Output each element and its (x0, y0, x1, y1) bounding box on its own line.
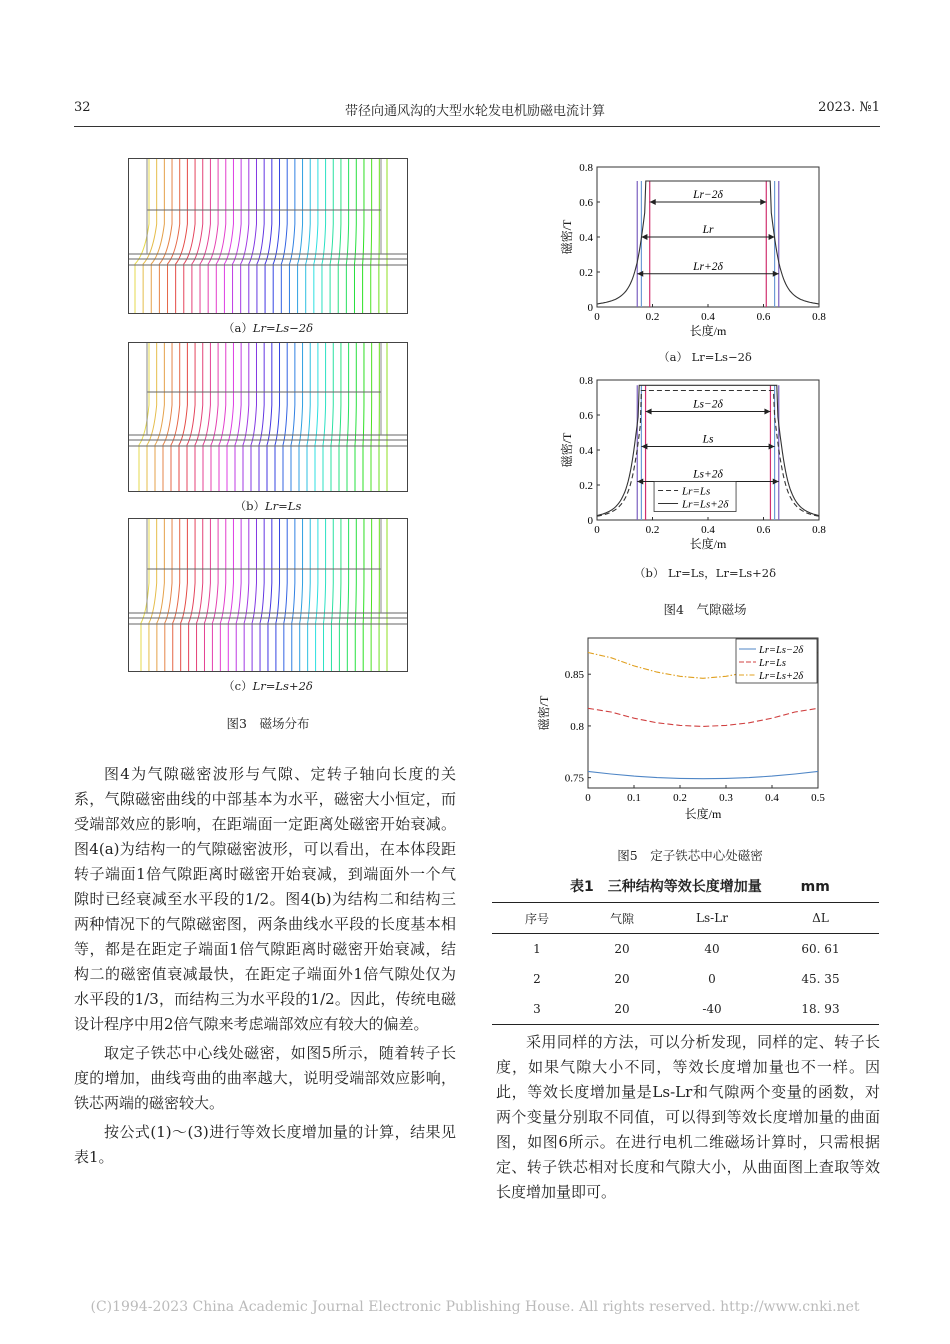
field-line (151, 159, 164, 313)
body-right-paragraph-1: 采用同样的方法，可以分析发现，同样的定、转子长度，如果气隙大小不同，等效长度增加量也不一样。因此，等效长度增加量是Ls-Lr和气隙两个变量的函数，对两个变量分别取不同值，可以得到等效长度增加量的曲面图，如图6所示。在进行电机二维磁场计算时，只需根据定、转子铁芯相对长度和气隙大小，从曲面图上查取等效长度增加量即可。 (496, 1033, 880, 1201)
x-tick-label: 0 (585, 792, 591, 804)
dimension-arrow (641, 444, 647, 450)
fig3b-field-plot (128, 342, 408, 492)
field-line (268, 519, 272, 671)
series-line (588, 771, 818, 778)
field-line (363, 519, 364, 671)
table-cell: -40 (702, 1002, 722, 1016)
fig3c-caption-label: （c） (223, 679, 253, 693)
table-cell: 40 (704, 942, 720, 956)
body-left-paragraph-2: 取定子铁芯中心线处磁密，如图5所示，随着转子长度的增加，曲线弯曲的曲率越大，说明受端部效应影响，铁芯两端的磁密较大。 (74, 1044, 456, 1112)
x-axis-label: 长度/m (684, 807, 722, 821)
body-left-paragraph-3: 按公式(1)～(3)进行等效长度增加量的计算，结果见表1。 (74, 1123, 456, 1166)
dimension-arrow (764, 409, 770, 415)
dimension-arrow (650, 199, 656, 205)
table-header-cell: ΔL (812, 911, 829, 925)
y-tick-label: 0.2 (579, 480, 593, 492)
dimension-label: Ls+2δ (693, 468, 723, 481)
field-line (181, 519, 188, 671)
table-row (492, 934, 879, 965)
table-row (492, 964, 879, 994)
field-line (355, 343, 356, 491)
table-row (492, 994, 879, 1025)
field-line (267, 343, 272, 491)
field-line (273, 159, 279, 313)
field-line (141, 519, 149, 671)
fig3a-field-plot (128, 158, 408, 314)
y-axis-label: 磁密/T (560, 219, 574, 255)
field-line (173, 519, 180, 671)
field-line (307, 343, 310, 491)
field-line (220, 519, 225, 671)
table-cell: 1 (533, 942, 541, 956)
y-tick-label: 0.8 (579, 375, 593, 387)
table1 (492, 902, 879, 1025)
field-line (300, 519, 303, 671)
fig4b-caption: （b） Lr=Ls，Lr=Ls+2δ (633, 566, 776, 580)
field-line (143, 159, 157, 313)
x-tick-label: 0.2 (673, 792, 687, 804)
field-line (204, 519, 210, 671)
field-line (322, 159, 326, 313)
field-line (265, 159, 272, 313)
dimension-label: Ls (702, 433, 714, 446)
field-line (165, 519, 172, 671)
field-line (347, 519, 348, 671)
x-tick-label: 0.4 (701, 524, 715, 536)
x-tick-label: 0.2 (645, 311, 660, 323)
header-rule (74, 126, 880, 127)
dimension-label: Lr−2δ (693, 189, 723, 201)
x-axis-label: 长度/m (689, 324, 727, 338)
field-line (338, 159, 341, 313)
legend-label: Lr=Ls−2δ (759, 645, 804, 656)
issue-number: 2023. №1 (818, 100, 880, 115)
table-header-cell: Ls-Lr (696, 911, 728, 925)
field-line (331, 519, 333, 671)
field-line (189, 519, 195, 671)
dimension-arrow (646, 409, 652, 415)
x-tick-label: 0.1 (627, 792, 641, 804)
x-tick-label: 0.5 (811, 792, 825, 804)
dimension-arrow (637, 271, 643, 277)
table-cell: 60. 61 (801, 942, 840, 956)
field-line (298, 159, 303, 313)
journal-running-title: 带径向通风沟的大型水轮发电机励磁电流计算 (344, 104, 605, 119)
x-tick-label: 0.8 (812, 524, 826, 536)
x-axis-label: 长度/m (689, 537, 727, 551)
table-header-cell: 气隙 (609, 911, 634, 926)
table-header-row (492, 903, 879, 934)
field-line (203, 343, 210, 491)
y-tick-label: 0 (587, 515, 593, 527)
table-cell: 3 (533, 1002, 541, 1016)
field-line (355, 519, 356, 671)
x-tick-label: 0 (594, 524, 600, 536)
y-tick-label: 0 (587, 302, 593, 314)
field-line (243, 343, 249, 491)
fig3b-caption-label: （b） (234, 499, 266, 513)
field-line (324, 519, 326, 671)
field-line (299, 343, 303, 491)
field-line (339, 519, 341, 671)
dimension-label: Lr (702, 224, 714, 236)
y-tick-label: 0.8 (570, 720, 584, 733)
field-line (315, 343, 318, 491)
field-line (331, 343, 333, 491)
dimension-label: Ls−2δ (693, 398, 723, 411)
field-line (244, 519, 249, 671)
field-line (354, 159, 356, 313)
fig4b-chart (545, 368, 845, 560)
table-cell: 18. 93 (801, 1002, 840, 1016)
field-line (259, 343, 264, 491)
field-line (260, 519, 264, 671)
table-header-cell: 序号 (524, 911, 549, 926)
field-line (308, 519, 311, 671)
legend-label: Lr=Ls (682, 485, 711, 498)
x-tick-label: 0.3 (719, 792, 733, 804)
field-line (257, 159, 264, 313)
y-tick-label: 0.85 (564, 669, 584, 682)
field-line (371, 519, 372, 671)
field-line (157, 519, 164, 671)
body-left (74, 762, 456, 1170)
field-line (281, 159, 287, 313)
field-line (187, 343, 195, 491)
field-line (276, 519, 280, 671)
table-cell: 20 (614, 942, 630, 956)
field-line (346, 159, 348, 313)
fig5-title: 图5 定子铁芯中心处磁密 (617, 848, 763, 863)
field-line (228, 519, 233, 671)
field-line (236, 519, 241, 671)
field-line (249, 159, 257, 313)
y-tick-label: 0.6 (579, 197, 593, 209)
field-line (306, 159, 311, 313)
field-line (227, 343, 233, 491)
field-line (339, 343, 341, 491)
dimension-label: Lr+2δ (693, 260, 723, 273)
field-line (197, 519, 203, 671)
x-tick-label: 0.8 (812, 311, 826, 323)
series-line (588, 708, 818, 726)
y-tick-label: 0.8 (579, 162, 593, 174)
fig3c-caption (128, 678, 408, 694)
field-line (323, 343, 326, 491)
field-line (235, 343, 241, 491)
x-tick-label: 0.6 (756, 311, 771, 323)
legend-label: Lr=Ls (759, 658, 786, 669)
fig3a-caption (128, 320, 408, 336)
y-tick-label: 0.6 (579, 410, 593, 422)
dimension-arrow (637, 479, 643, 485)
table-cell: 0 (708, 972, 716, 986)
field-line (252, 519, 256, 671)
body-right (496, 1030, 880, 1205)
field-line (316, 519, 318, 671)
x-tick-label: 0.4 (765, 792, 779, 804)
x-tick-label: 0 (594, 311, 600, 323)
field-line (168, 159, 180, 313)
page-number: 32 (74, 100, 91, 115)
field-line (289, 159, 294, 313)
fig3b-caption (128, 498, 408, 514)
y-tick-label: 0.4 (579, 232, 593, 244)
fig4a-caption: （a） Lr=Ls−2δ (658, 350, 752, 364)
field-line (219, 343, 226, 491)
y-tick-label: 0.75 (564, 772, 584, 785)
body-left-paragraph-1: 图4为气隙磁密波形与气隙、定转子轴向长度的关系，气隙磁密曲线的中部基本为水平，磁密大小恒定，而受端部效应的影响，在距端面一定距离处磁密开始衰减。图4(a)为结构一的气隙磁密波形，可以看出，在本体段距转子端面1倍气隙距离时磁密开始衰减，到端面外一个气隙时已经衰减至水平段的1/2。图4(b)为结构二和结构三两种情况下的气隙磁密图，两条曲线水平段的长度基本相等，都是在距定子端面1倍气隙距离时磁密开始衰减，结构二的磁密值衰减最快，在距定子端面外1倍气隙处仅为水平段的1/3，而结构三为水平段的1/2。因此，传统电磁设计程序中用2倍气隙来考虑端部效应有较大的偏差。 (74, 765, 456, 1033)
fig3a-caption-text: Lr=Ls−2δ (252, 321, 314, 335)
table-cell: 2 (533, 972, 541, 986)
fig3-title: 图3 磁场分布 (226, 716, 310, 731)
dimension-arrow (760, 199, 766, 205)
table1-title-text: 表1 三种结构等效长度增加量 (570, 879, 762, 895)
y-tick-label: 0.2 (579, 267, 593, 279)
fig3a-caption-label: （a） (222, 321, 253, 335)
y-axis-label: 磁密/T (560, 432, 574, 468)
field-line (292, 519, 295, 671)
legend-label: Lr=Ls+2δ (759, 671, 804, 682)
field-line (284, 519, 287, 671)
field-line (330, 159, 333, 313)
x-tick-label: 0.6 (756, 524, 771, 536)
table-cell: 20 (614, 1002, 630, 1016)
field-line (195, 343, 203, 491)
fig4-title: 图4 气隙磁场 (663, 602, 747, 617)
fig5-chart (530, 630, 840, 830)
field-line (314, 159, 318, 313)
fig3c-caption-text: Lr=Ls+2δ (252, 679, 313, 693)
fig3b-caption-text: Lr=Ls (265, 499, 302, 513)
field-line (241, 159, 249, 313)
field-line (371, 343, 372, 491)
field-line (159, 159, 172, 313)
legend-label: Lr=Ls+2δ (682, 498, 729, 511)
dimension-arrow (773, 271, 779, 277)
field-line (363, 159, 364, 313)
field-line (347, 343, 349, 491)
dimension-arrow (773, 479, 779, 485)
fig3c-field-plot (128, 518, 408, 672)
field-line (212, 519, 218, 671)
field-line (149, 519, 157, 671)
copyright-footer: (C)1994-2023 China Academic Journal Electronic Publishing House. All rights reserved. http://www.cnki.net (90, 1299, 860, 1315)
field-line (283, 343, 287, 491)
field-line (211, 343, 218, 491)
table1-unit: mm (800, 879, 830, 895)
table1-title (570, 876, 830, 896)
fig4a-chart (545, 155, 845, 345)
x-tick-label: 0.4 (701, 311, 715, 323)
field-line (251, 343, 256, 491)
y-tick-label: 0.4 (579, 445, 593, 457)
x-tick-label: 0.2 (645, 524, 660, 536)
dimension-arrow (769, 444, 775, 450)
field-line (363, 343, 364, 491)
y-axis-label: 磁密/T (537, 695, 551, 731)
table-cell: 20 (614, 972, 630, 986)
field-line (371, 159, 372, 313)
table-cell: 45. 35 (801, 972, 840, 986)
field-line (291, 343, 295, 491)
field-line (179, 343, 187, 491)
field-line (275, 343, 280, 491)
